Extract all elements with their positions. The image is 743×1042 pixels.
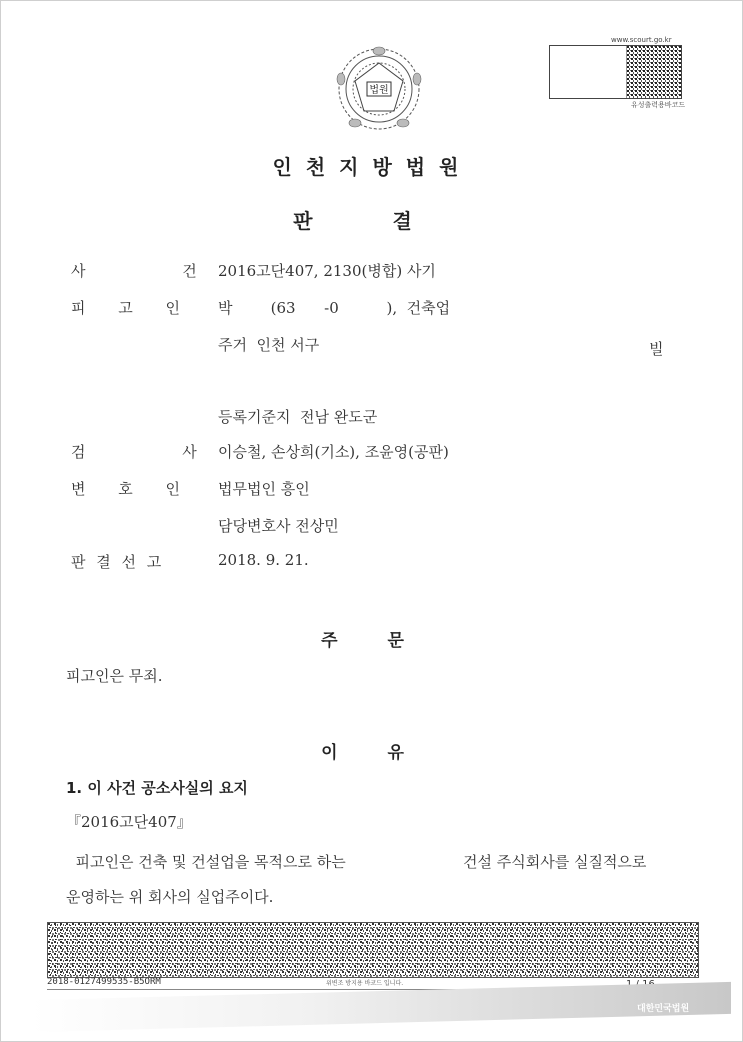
reason-paragraph-right: 건설 주식회사를 실질적으로	[463, 853, 647, 871]
address-suffix: 빌	[649, 340, 664, 358]
prosecutor-label: 검 사	[71, 443, 243, 461]
order-heading: 주문	[321, 631, 454, 651]
court-seal-icon	[331, 43, 427, 133]
defendant-value: 박 (63 -0 ), 건축업	[218, 299, 451, 317]
seal-text: 법원	[369, 85, 389, 96]
barcode-note: 위변조 방지용 바코드 입니다.	[326, 980, 404, 987]
site-url: www.scourt.go.kr	[611, 36, 672, 44]
sentence-date-value: 2018. 9. 21.	[218, 551, 309, 569]
reason-heading: 이유	[321, 743, 454, 763]
court-name: 인천지방법원	[272, 155, 473, 179]
document-title: 판결	[293, 209, 492, 233]
attorney-value: 담당변호사 전상민	[218, 517, 339, 535]
counsel-value: 법무법인 흥인	[218, 480, 310, 498]
prosecutor-value: 이승철, 손상희(기소), 조윤영(공판)	[218, 443, 449, 461]
reason-paragraph-2: 운영하는 위 회사의 실업주이다.	[66, 888, 274, 906]
reason-paragraph-left: 피고인은 건축 및 건설업을 목적으로 하는	[66, 853, 346, 871]
case-value: 2016고단407, 2130(병합) 사기	[218, 262, 436, 280]
counsel-label: 변 호 인	[71, 480, 195, 498]
barcode-caption: 유성출력용바코드	[631, 101, 686, 109]
document-id: 2018-0127499535-B5ORM	[47, 977, 161, 987]
anti-forgery-barcode	[47, 922, 699, 978]
reason-subheading: 1. 이 사건 공소사실의 요지	[66, 779, 248, 797]
barcode-pattern	[627, 46, 681, 98]
print-barcode	[549, 45, 682, 99]
registry-value: 등록기준지 전남 완도군	[218, 408, 378, 426]
case-reference: 『2016고단407』	[66, 813, 192, 831]
sentence-date-label: 판 결 선 고	[71, 553, 165, 571]
defendant-label: 피 고 인	[71, 299, 195, 317]
order-text: 피고인은 무죄.	[66, 667, 163, 685]
residence-value: 주거 인천 서구	[218, 336, 320, 354]
case-label: 사 건	[71, 262, 243, 280]
court-brand: 대한민국법원	[637, 1004, 690, 1014]
